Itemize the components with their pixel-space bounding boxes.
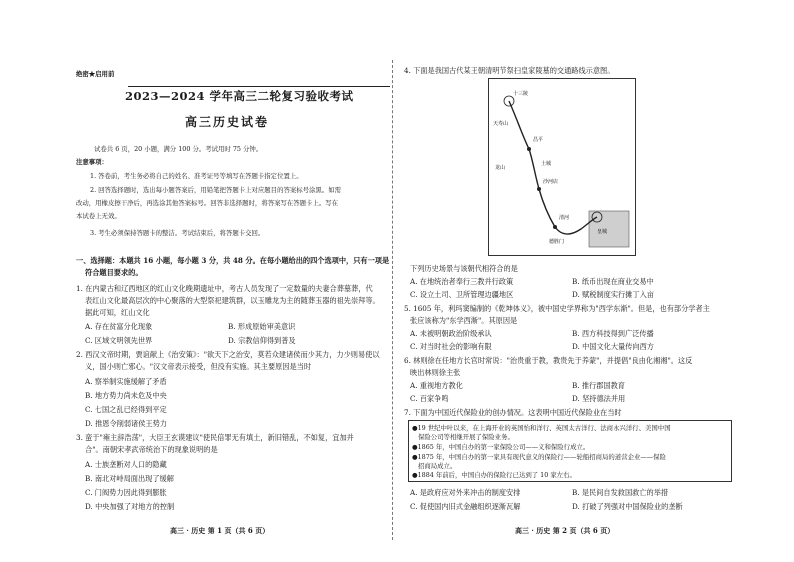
q6-option-b[interactable]: B. 推行郡国教育 xyxy=(572,381,625,390)
page-right xyxy=(400,0,738,562)
notice-line: 1. 答卷前，考生务必将自己的姓名、准考证号等填写在答题卡指定位置上。 xyxy=(90,172,303,180)
q6-stem: 映出林则徐主张 xyxy=(410,368,461,377)
map-label: 十三陵 xyxy=(513,91,529,97)
q5-stem: 张应该称为"东学西渐"。其原因是 xyxy=(410,316,518,325)
q3-option-b[interactable]: B. 南北对峙局面出现了缓解 xyxy=(85,474,174,483)
q6-option-a[interactable]: A. 重视地方教化 xyxy=(410,381,463,390)
map-label: 德胜门 xyxy=(549,239,565,245)
map-label: 龙山 xyxy=(495,165,506,171)
q4-option-b[interactable]: B. 纸币出现在商业交易中 xyxy=(572,277,654,286)
q1-option-b[interactable]: B. 形成原始审美意识 xyxy=(228,322,296,331)
section-heading: 一、选择题：本题共 16 小题，每小题 3 分，共 48 分。在每小题给出的四个选项中，只有一项是 xyxy=(76,256,390,265)
q1-option-d[interactable]: D. 宗教信仰得到普及 xyxy=(228,336,296,345)
q3-option-c[interactable]: C. 门阀势力因此得到膨胀 xyxy=(85,488,167,497)
notice-line: 3. 考生必须保持答题卡的整洁。考试结束后，将答题卡交回。 xyxy=(90,229,265,237)
map-label: 昌平 xyxy=(533,137,544,143)
subject-title: 高三历史试卷 xyxy=(185,115,270,129)
section-heading: 符合题目要求的。 xyxy=(85,268,143,277)
q7-option-b[interactable]: B. 是民间自发救国救亡的举措 xyxy=(572,488,669,497)
stop-marker xyxy=(553,225,557,229)
stop-marker xyxy=(527,147,531,151)
q5-option-c[interactable]: C. 对当时社会的影响有限 xyxy=(410,342,492,351)
route-map-drawing xyxy=(489,79,635,255)
q7-material-line: 保险公司等相继开展了保险业务。 xyxy=(418,433,514,441)
q7-option-d[interactable]: D. 打破了列强对中国保险业的垄断 xyxy=(572,502,683,511)
map-label: 清河 xyxy=(559,215,570,221)
q5-option-b[interactable]: B. 西方科技得到广泛传播 xyxy=(572,329,654,338)
q1-stem: 表红山文化最高层次的中心聚落的大型祭祀建筑群，以玉雕龙为主的随葬玉器的祖先崇拜等。 xyxy=(85,296,380,305)
stop-marker xyxy=(537,187,541,191)
q7-material-line: ●1884 年前后，中国自办的保险行已达到了 10 家左右。 xyxy=(412,471,576,479)
q7-material-line: 招商局成立。 xyxy=(418,462,457,470)
q3-stem: 合"。南朝宋孝武帝统治下的现象说明的是 xyxy=(85,445,218,454)
q2-stem: 2. 西汉文帝时期，贾谊献上《治安策》："欲天下之治安，莫若众建诸侯而少其力，力少则易使以 xyxy=(76,350,380,359)
page-footer: 高三 · 历史 第 2 页（共 6 页） xyxy=(515,526,615,535)
q7-material-line: ●19 世纪中叶以来，在上海开业的英国怡和洋行、英国太古洋行、法商永兴洋行、美国中国 xyxy=(412,424,671,432)
map-label: 皇城 xyxy=(597,229,608,235)
q6-option-c[interactable]: C. 百家争鸣 xyxy=(410,394,449,403)
q7-material-line: ●1875 年，中国自办的第一家具有现代意义的保险行——轮船招商局的道营企业——保险 xyxy=(412,453,666,461)
q5-stem: 5. 1605 年，利玛窦编制的《乾坤体义》，被中国史学界称为"西学东渐"。但是，也有部分学者主 xyxy=(404,304,710,313)
exam-intro: 试卷共 6 页，20 小题，满分 100 分。考试用时 75 分钟。 xyxy=(94,145,263,153)
notice-line: 2. 回答选择题时，选出每小题答案后，用铅笔把答题卡上对应题目的答案标号涂黑。如需 xyxy=(90,186,341,194)
q4-option-a[interactable]: A. 在地统治者奉行三教并行政策 xyxy=(410,277,514,286)
q4-question: 下列历史场景与该朝代相符合的是 xyxy=(410,264,518,273)
q5-option-a[interactable]: A. 未被明朝政治阶级承认 xyxy=(410,329,492,338)
q1-option-a[interactable]: A. 存在贫富分化现象 xyxy=(85,322,153,331)
q3-option-d[interactable]: D. 中央加强了对地方的控制 xyxy=(85,502,175,511)
q3-option-a[interactable]: A. 士族垄断对人口的隐藏 xyxy=(85,460,167,469)
q4-stem: 4. 下面是我国古代某王朝清明节祭扫皇家陵墓的交通路线示意图。 xyxy=(404,66,615,75)
page-left xyxy=(70,0,388,562)
q6-stem: 6. 林则徐在任地方长官时常说："治贵重于教，教贵先于养蒙"，并提倡"良由化湘湘"。这反 xyxy=(404,356,693,365)
secret-label: 绝密★启用前 xyxy=(76,70,115,78)
q2-option-d[interactable]: D. 推恩令削弱诸侯王势力 xyxy=(85,419,167,428)
q2-option-b[interactable]: B. 地方势力尚未危及中央 xyxy=(85,391,167,400)
header-rule xyxy=(128,86,390,87)
q7-option-c[interactable]: C. 促使国内旧式金融组织逐渐瓦解 xyxy=(410,502,521,511)
route-map xyxy=(488,78,636,256)
q4-option-d[interactable]: D. 赋税制度实行摊丁入亩 xyxy=(572,290,654,299)
map-label: 沙河店 xyxy=(543,179,559,185)
city-block xyxy=(589,211,629,247)
q7-stem: 7. 下面为中国近代保险业的创办情况。这表明中国近代保险业在当时 xyxy=(404,408,622,417)
q2-stem: 义，国小则亡邪心。"汉文帝表示接受，但没有实施。其主要原因是当时 xyxy=(85,362,312,371)
notice-line: 改动，用橡皮擦干净后，再选涂其他答案标号。回答非选择题时，将答案写在答题卡上。写在 xyxy=(76,199,339,207)
q5-option-d[interactable]: D. 中国文化大量传向西方 xyxy=(572,342,654,351)
map-label: 天寿山 xyxy=(493,121,509,127)
q7-option-a[interactable]: A. 是政府应对外来冲击的制度安排 xyxy=(410,488,521,497)
map-label: 土城 xyxy=(541,161,552,167)
notice-title: 注意事项： xyxy=(76,158,108,166)
q7-material-line: ●1865 年，中国自办的第一家保险公司——义和保险行成立。 xyxy=(412,443,590,451)
q1-stem: 1. 在内蒙古和辽西地区的红山文化晚期遗址中，考古人员发现了一定数量的夫妻合葬墓葬，代 xyxy=(76,284,373,293)
q2-option-c[interactable]: C. 七国之乱已经得到平定 xyxy=(85,405,167,414)
notice-line: 本试卷上无效。 xyxy=(76,212,121,220)
q3-stem: 3. 蛮于"雍主辞浩荡"，大臣王玄谟建议"使民倍罪无有填土，新旧错乱，不如复，宜加并 xyxy=(76,433,354,442)
q1-stem: 据此可知，红山文化 xyxy=(85,308,150,317)
page-divider xyxy=(392,60,393,540)
exam-title: 2023—2024 学年高三二轮复习验收考试 xyxy=(125,89,354,103)
q4-option-c[interactable]: C. 设立土司、卫所管理边疆地区 xyxy=(410,290,514,299)
page-footer: 高三 · 历史 第 1 页（共 6 页） xyxy=(170,526,270,535)
q1-option-c[interactable]: C. 区域文明领先世界 xyxy=(85,336,153,345)
q6-option-d[interactable]: D. 坚持德法并用 xyxy=(572,394,626,403)
q2-option-a[interactable]: A. 察举制实施缓解了矛盾 xyxy=(85,377,167,386)
route-line xyxy=(509,101,597,234)
